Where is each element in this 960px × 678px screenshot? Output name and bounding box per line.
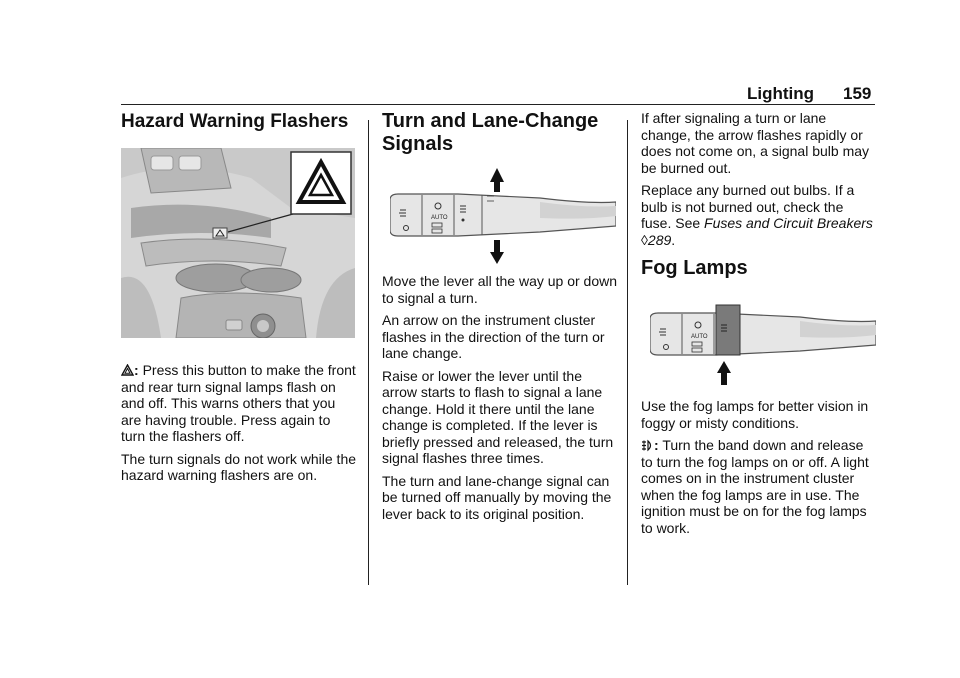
turn-para-4: The turn and lane-change signal can be turned off manually by moving the lever back to its original position. <box>382 472 612 522</box>
header-rule <box>121 104 875 105</box>
page-reference-icon: ◊ <box>641 231 648 248</box>
fog-symbol-label: : <box>654 437 659 453</box>
fog-para-1: Use the fog lamps for better vision in foggy or misty conditions. <box>641 398 869 431</box>
hazard-description <box>121 362 357 445</box>
column-hazard <box>121 110 357 133</box>
bulb-para-2: Replace any burned out bulbs. If a bulb is not burned out, check the fuse. See Fuses and Circuit Breakers ◊289. <box>641 182 873 248</box>
hazard-triangle-icon <box>121 364 134 376</box>
turn-para-2: An arrow on the instrument cluster flashes in the direction of the turn or lane change. <box>382 312 605 361</box>
fog-lamp-icon <box>641 439 654 452</box>
lever-auto-label: AUTO <box>431 215 448 221</box>
fog-description <box>641 437 877 536</box>
hazard-symbol-label: : <box>134 362 139 378</box>
turn-signal-lever-illustration <box>390 168 616 264</box>
page-number: 159 <box>843 84 872 103</box>
turn-para-3: Raise or lower the lever until the arrow starts to flash to signal a lane change. Hold it there until the lane change is completed. If the lever is briefly pressed and released, the turn signal flashes three times. <box>382 367 614 466</box>
turn-para-1: Move the lever all the way up or down to signal a turn. <box>382 273 618 306</box>
turn-signal-heading: Turn and Lane-Change Signals <box>382 110 599 155</box>
bulb-para-2-text: Replace any burned out bulbs. If a bulb is not burned out, check the fuse. See <box>641 182 855 231</box>
hazard-console-illustration <box>121 148 355 338</box>
hazard-para-1: Press this button to make the front and rear turn signal lamps flash on and off. This warns others that you are having trouble. Press again to turn the flashers off. <box>121 362 356 444</box>
column-turn-signals <box>382 110 617 156</box>
column-divider-right <box>627 120 628 585</box>
bulb-para-1: If after signaling a turn or lane change, the arrow flashes rapidly or does not come on, a signal bulb may be burned out. <box>641 110 870 176</box>
hazard-para-2: The turn signals do not work while the hazard warning flashers are on. <box>121 450 357 483</box>
fog-lamps-body <box>641 398 877 542</box>
hazard-body <box>121 362 357 490</box>
page-header <box>0 84 960 106</box>
turn-signal-body <box>382 273 617 528</box>
fog-heading-wrap <box>641 257 877 280</box>
column-divider-left <box>368 120 369 585</box>
fuses-link[interactable]: Fuses and Circuit Breakers <box>704 215 873 231</box>
fog-lever-auto-label: AUTO <box>691 334 708 340</box>
hazard-heading: Hazard Warning Flashers <box>121 111 349 132</box>
fuses-page-ref[interactable]: 289 <box>647 231 672 248</box>
fog-lamp-lever-illustration <box>650 303 876 387</box>
section-title: Lighting <box>747 84 815 103</box>
column-fog-lamps <box>641 110 877 254</box>
fog-lamps-heading: Fog Lamps <box>641 257 748 279</box>
fog-para-2: Turn the band down and release to turn the fog lamps on or off. A light comes on in the instrument cluster when the fog lamps are in use. The ignition must be on for the fog lamps to work. <box>641 437 869 536</box>
